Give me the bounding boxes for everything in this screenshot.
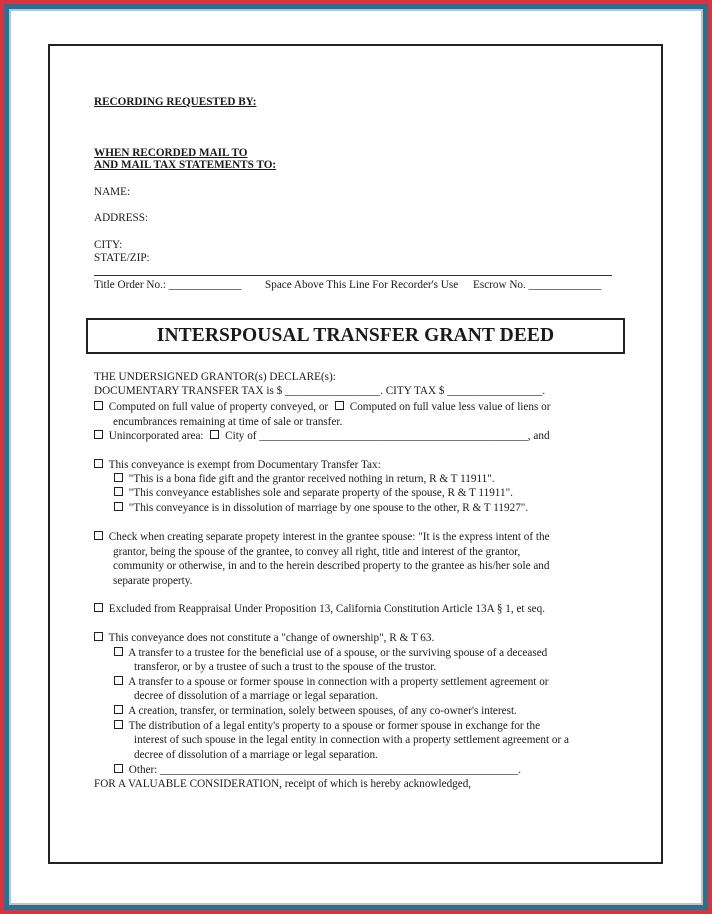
checkbox-change-legal-entity[interactable] (114, 720, 123, 729)
checkbox-no-change-ownership[interactable] (94, 632, 103, 641)
unincorporated-area-text: Unincorporated area: (108, 430, 204, 442)
checkbox-change-co-owner[interactable] (114, 705, 123, 714)
state-zip-label: STATE/ZIP: (94, 252, 150, 264)
change-item-text: decree of dissolution of a marriage or legal separation. (134, 749, 378, 761)
recorder-use-note: Space Above This Line For Recorder's Use (265, 279, 459, 291)
checkbox-separate-property[interactable] (94, 531, 103, 540)
checkbox-exempt-separate-property[interactable] (114, 487, 123, 496)
exempt-item (114, 473, 495, 486)
checkbox-computed-full-value[interactable] (94, 401, 103, 410)
computed-less-liens-text: Computed on full value less value of liens or (349, 401, 551, 413)
address-label: ADDRESS: (94, 212, 149, 224)
separate-property-text: grantor, being the spouse of the grantee, to convey all right, title and interest of the grantor, (113, 546, 521, 558)
checkbox-city-of[interactable] (210, 430, 219, 439)
checkbox-change-spouse-settlement[interactable] (114, 676, 123, 685)
checkbox-exempt-gift[interactable] (114, 473, 123, 482)
checkbox-unincorporated-area[interactable] (94, 430, 103, 439)
excluded-row (94, 603, 545, 616)
exempt-item-text: "This conveyance establishes sole and separate property of the spouse, R & T 11911". (128, 487, 513, 499)
change-item-text: The distribution of a legal entity's property to a spouse or former spouse in exchange for the (128, 720, 541, 732)
mail-to-label-line1: WHEN RECORDED MAIL TO (94, 147, 248, 159)
change-item-text: transferor, or by a trustee of such a trust to the spouse of the trustor. (134, 661, 437, 673)
escrow-field: Escrow No. _____________ (473, 279, 602, 291)
checkbox-excluded-reappraisal[interactable] (94, 603, 103, 612)
recorder-divider-line (94, 275, 612, 276)
title-order-field: Title Order No.: _____________ (94, 279, 242, 291)
exempt-row (94, 459, 381, 472)
grantor-declare: THE UNDERSIGNED GRANTOR(s) DECLARE(s): (94, 371, 336, 383)
area-row (94, 430, 550, 443)
exempt-item-text: "This is a bona fide gift and the grantor received nothing in return, R & T 11911". (128, 473, 495, 485)
change-item-text: A transfer to a trustee for the beneficial use of a spouse, or the surviving spouse of a deceased (128, 647, 548, 659)
change-item (114, 705, 517, 718)
checkbox-change-trustee[interactable] (114, 647, 123, 656)
exempt-item-text: "This conveyance is in dissolution of marriage by one spouse to the other, R & T 11927". (128, 502, 529, 514)
exempt-intro-text: This conveyance is exempt from Documentary Transfer Tax: (108, 459, 381, 471)
change-other-text: Other: ________________________________________________________________. (128, 764, 521, 776)
checkbox-change-other[interactable] (114, 764, 123, 773)
change-other-row (114, 764, 521, 777)
excluded-text: Excluded from Reappraisal Under Proposition 13, California Constitution Article 13A § 1, et seq. (108, 603, 546, 615)
city-label: CITY: (94, 239, 123, 251)
change-ownership-intro: This conveyance does not constitute a "change of ownership", R & T 63. (108, 632, 435, 644)
change-item (114, 676, 549, 689)
valuable-consideration: FOR A VALUABLE CONSIDERATION, receipt of which is hereby acknowledged, (94, 778, 472, 790)
deed-title: INTERSPOUSAL TRANSFER GRANT DEED (156, 325, 555, 346)
name-label: NAME: (94, 186, 131, 198)
transfer-tax-line: DOCUMENTARY TRANSFER TAX is $ _________________. CITY TAX $ _________________. (94, 385, 546, 397)
checkbox-exempt-dissolution[interactable] (114, 502, 123, 511)
computed-full-value-text: Computed on full value of property conveyed, or (108, 401, 329, 413)
deed-title-box (86, 318, 625, 354)
change-item (114, 647, 547, 660)
change-item-text: interest of such spouse in the legal entity in connection with a property settlement agreement or a (134, 734, 569, 746)
exempt-item (114, 487, 513, 500)
encumbrances-text: encumbrances remaining at time of sale or transfer. (113, 416, 343, 428)
checkbox-exempt[interactable] (94, 459, 103, 468)
mail-to-label-line2: AND MAIL TAX STATEMENTS TO: (94, 159, 277, 171)
change-item-text: A transfer to a spouse or former spouse in connection with a property settlement agreement or (128, 676, 549, 688)
change-item-text: decree of dissolution of a marriage or legal separation. (134, 690, 378, 702)
recording-requested-label: RECORDING REQUESTED BY: (94, 96, 257, 108)
separate-property-text: community or otherwise, in and to the herein described property to the grantee as his/her sole and (113, 560, 550, 572)
computed-row (94, 401, 550, 414)
separate-property-row (94, 531, 550, 544)
change-item-text: A creation, transfer, or termination, solely between spouses, of any co-owner's interest. (128, 705, 517, 717)
separate-property-text: Check when creating separate propety interest in the grantee spouse: "It is the express intent of the (108, 531, 550, 543)
checkbox-computed-less-liens[interactable] (335, 401, 344, 410)
change-ownership-row (94, 632, 434, 645)
city-of-text: City of ________________________________________________, and (225, 430, 550, 442)
exempt-item (114, 502, 528, 515)
change-item (114, 720, 540, 733)
separate-property-text: separate property. (113, 575, 193, 587)
